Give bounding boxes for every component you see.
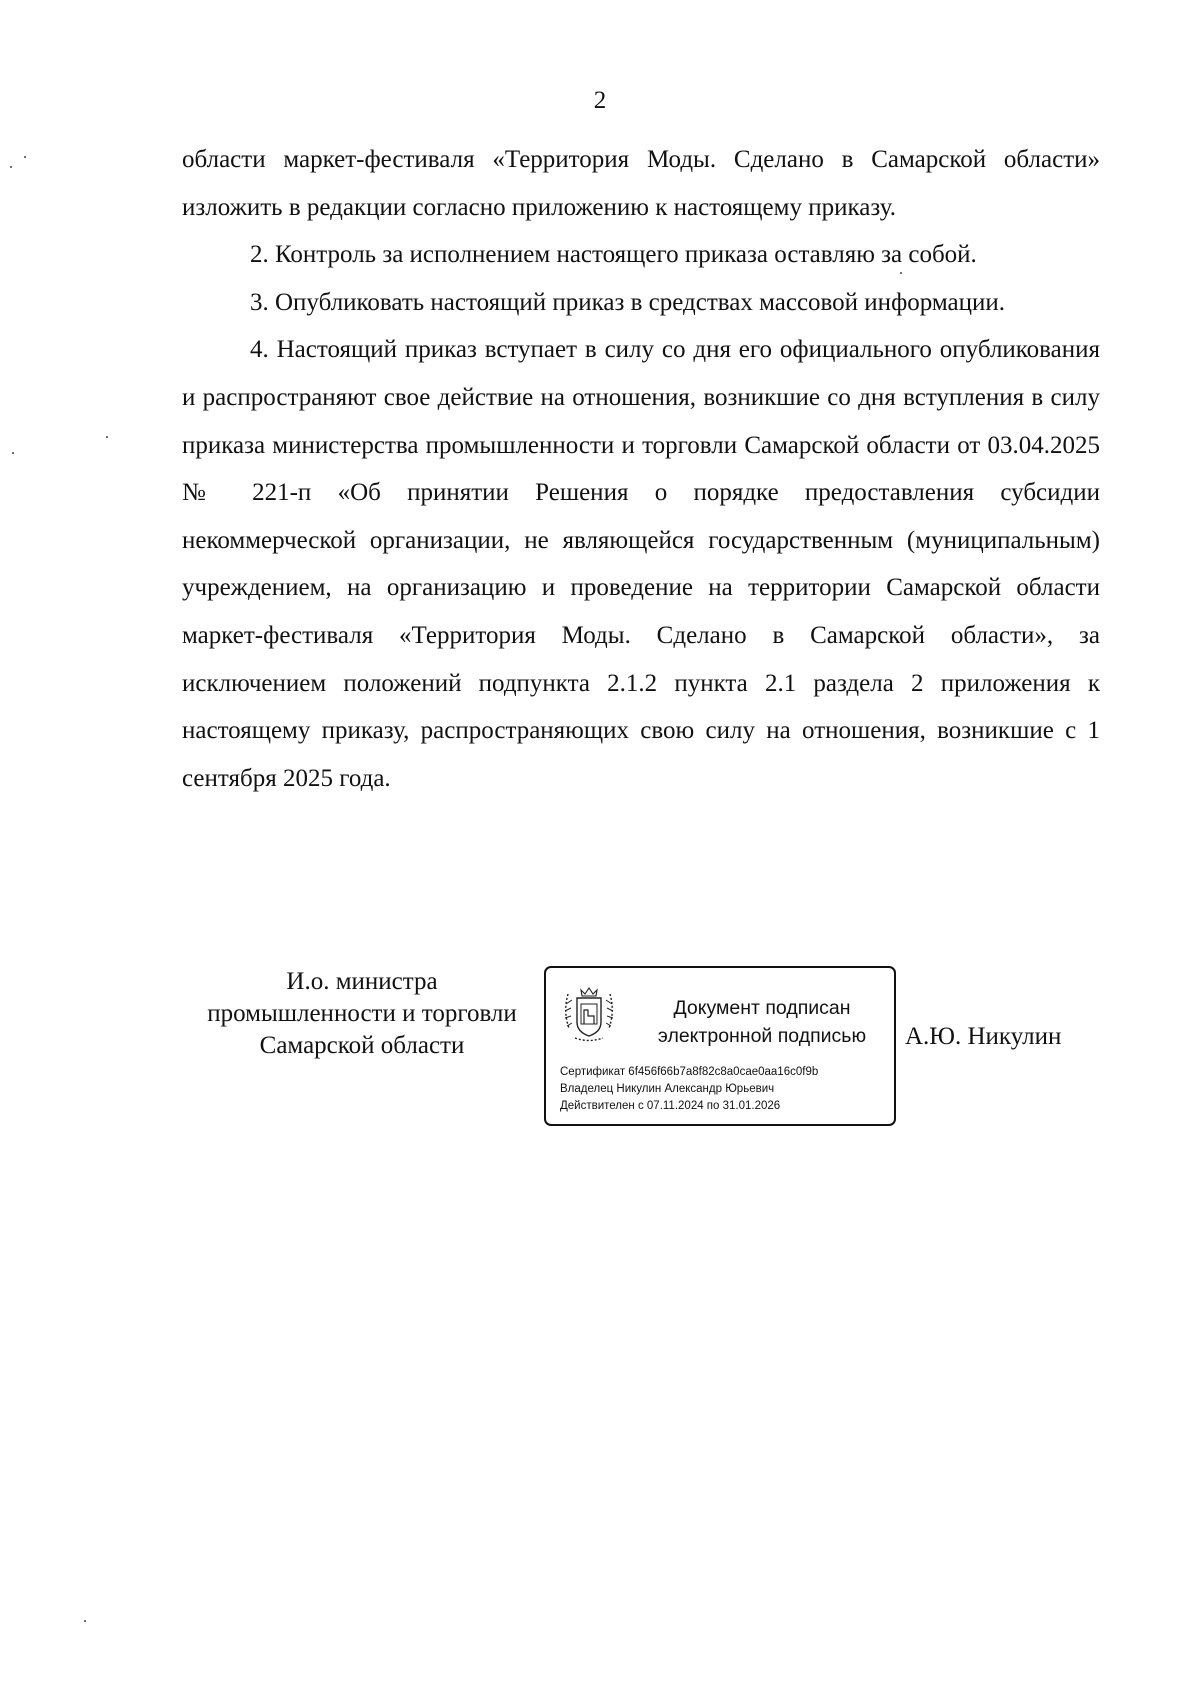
paragraph-3: 3. Опубликовать настоящий приказ в средствах массовой информации. bbox=[250, 288, 1006, 316]
stamp-validity: Действителен с 07.11.2024 по 31.01.2026 bbox=[560, 1100, 781, 1112]
stamp-certificate: Сертификат 6f456f66b7a8f82c8a0cae0aa16c0f9b bbox=[560, 1066, 819, 1078]
stamp-owner: Владелец Никулин Александр Юрьевич bbox=[560, 1083, 775, 1095]
paragraph-1-continuation: области маркет-фестиваля «Территория Моды. Сделано в Самарской области» изложить в редакции согласно приложению к настоящему приказу. bbox=[182, 146, 1100, 221]
stamp-title-line-2: электронной подписью bbox=[657, 1025, 867, 1047]
scan-speck bbox=[12, 452, 14, 454]
stamp-title-line-1: Документ подписан bbox=[673, 997, 851, 1019]
position-line-1: И.о. министра bbox=[286, 968, 438, 995]
signatory-name: А.Ю. Никулин bbox=[905, 1023, 1062, 1050]
stamp-title bbox=[642, 994, 882, 1050]
stamp-details bbox=[560, 1064, 890, 1115]
scan-speck bbox=[10, 166, 12, 168]
coat-of-arms-icon bbox=[560, 980, 618, 1044]
electronic-signature-stamp bbox=[544, 966, 896, 1126]
position-line-2: промышленности и торговли bbox=[207, 1000, 517, 1027]
document-body bbox=[182, 136, 1100, 802]
position-line-3: Самарской области bbox=[259, 1032, 465, 1059]
scan-speck bbox=[24, 156, 26, 158]
scan-speck bbox=[84, 1620, 86, 1622]
page-number: 2 bbox=[593, 87, 607, 114]
scan-speck bbox=[106, 436, 108, 438]
scan-speck bbox=[900, 272, 902, 274]
signatory-position bbox=[186, 966, 538, 1062]
paragraph-4: 4. Настоящий приказ вступает в силу со дня его официального опубликования и распространяют свое действие на отношения, возникшие со дня вступления в силу приказа министерства промышленности и торговли Самарской области от 03.04.2025 № 221-п «Об принятии Решения о порядке предоставления субсидии некоммерческой организации, не являющейся государственным (муниципальным) учреждением, на организацию и проведение на территории Самарской области маркет-фестиваля «Территория Моды. Сделано в Самарской области», за исключением положений подпункта 2.1.2 пункта 2.1 раздела 2 приложения к настоящему приказу, распространяющих свою силу на отношения, возникшие с 1 сентября 2025 года. bbox=[182, 336, 1100, 792]
paragraph-2: 2. Контроль за исполнением настоящего приказа оставляю за собой. bbox=[250, 241, 977, 269]
